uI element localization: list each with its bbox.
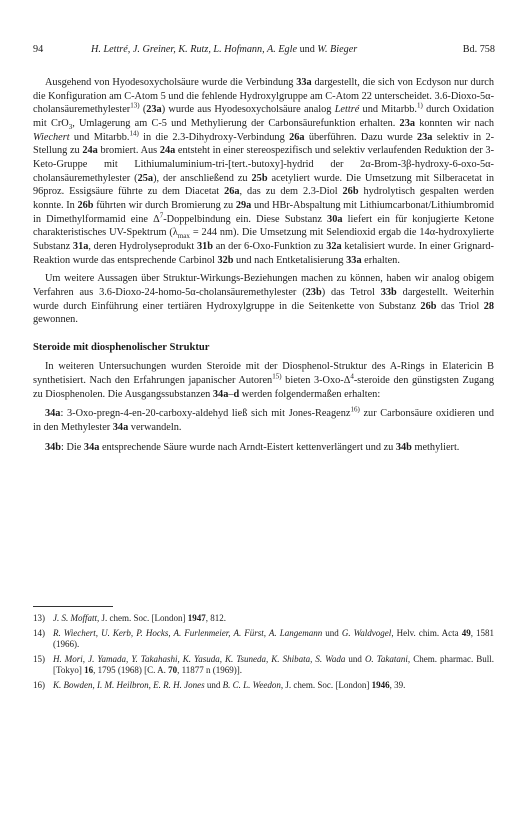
footnote-13: 13) J. S. Moffatt, J. chem. Soc. [London] 1947, 812. xyxy=(33,613,226,623)
footnote-14: 14) R. Wiechert, U. Kerb, P. Hocks, A. Furlenmeier, A. Fürst, A. Langemann und G. Waldvogel, Helv. chim. Acta 49, 1581 (1966). xyxy=(33,627,495,650)
footnote-divider xyxy=(33,606,113,607)
header-authors: H. Lettré, J. Greiner, K. Rutz, L. Hofmann, A. Egle und W. Bieger xyxy=(91,44,358,55)
footnote-15: 15) H. Mori, J. Yamada, Y. Takahashi, K. Yasuda, K. Tsuneda, K. Shibata, S. Wada und O. Takatani, Chem. pharmac. Bull. [Tokyo] 16, 1795 (1968) [C. A. 70, 11877 n (1969)]. xyxy=(33,653,495,676)
paragraph-34b: 34b: Die 34a entsprechende Säure wurde nach Arndt-Eistert kettenverlängert und zu 34b methyliert. xyxy=(45,441,460,453)
paragraph-3: In weiteren Untersuchungen wurden Steroide mit der Diosphenol-Struktur des A-Rings in Elatericin B synthetisiert. Nach den Erfahrungen japanischer Autoren$^{15)}$ bieten $3-Oxo-\Delta^4$-steroide den günstigsten Zugang zu Diosphenolen. Die Ausgangssubstanzen 34a–d werden folgendermaßen erhalten: xyxy=(33,361,495,400)
footnote-16: 16) K. Bowden, I. M. Heilbron, E. R. H. Jones und B. C. L. Weedon, J. chem. Soc. [London] 1946, 39. xyxy=(33,679,406,690)
footnotes xyxy=(33,613,494,695)
paragraph-1: Ausgehend von Hyodesoxycholsäure wurde die Verbindung 33a dargestellt, die sich von Ecdyson nur durch die Konfiguration am C-Atom 5 und die fehlende Hydroxylgruppe am C-Atom 22 unterscheidet. 3.6-Dioxo-5α-cholansäuremethylester$^{13)}$ (23a) wurde aus Hyodesoxycholsäure analog Lettré und Mitarbb.$^{1)}$ durch Oxidation mit CrO$_3$, Umlagerung am C-5 und Methylierung der Carbonsäurefunktion erhalten. 23a konnten wir nach Wiechert und Mitarbb.$^{14)}$ in die 2.3-Dihydroxy-Verbindung 26a überführen. Dazu wurde 23a selektiv in 2-Stellung zu 24a bromiert. Aus 24a entsteht in einer stereospezifisch und selektiv verlaufenden Reduktion der 3-Keto-Gruppe mit Lithiumaluminium-tri-[tert.-butoxy]-hydrid der 2α-Brom-3β-hydroxy-6-oxo-5α-cholansäuremethylester (25a), der anschließend zu 25b acetyliert wurde. Die Umsetzung mit Silberacetat in 96proz. Essigsäure führte zu dem Diacetat 26a, das zu dem 2.3-Diol 26b hydrolytisch gespalten werden konnte. In 26b führten wir durch Bromierung zu 29a und HBr-Abspaltung mit Lithiumcarbonat/Lithiumbromid in Dimethylformamid eine $\Delta^7$-Doppelbindung ein. Diese Substanz 30a liefert ein für konjugierte Ketone charakteristisches UV-Spektrum ($\lambda_{max} = 244$ nm). Die Umsetzung mit Selendioxid ergab die 14α-hydroxylierte Substanz 31a, deren Hydrolyseprodukt 31b an der 6-Oxo-Funktion zu 32a ketalisiert wurde. In einer Grignard-Reaktion wurde das entsprechende Carbinol 32b und nach Entketalisierung 33a erhalten. xyxy=(33,77,495,266)
volume-label: Bd. 758 xyxy=(462,44,495,55)
main-text xyxy=(33,76,494,454)
paragraph-2: Um weitere Aussagen über Struktur-Wirkungs-Beziehungen machen zu können, haben wir analog obigem Verfahren aus 3.6-Dioxo-24-homo-5α-cholansäuremethylester (23b) das Tetrol 33b dargestellt. Weiterhin wurde durch Einführung einer tertiären Hydroxylgruppe in die Seitenkette von Substanz 26b das Triol 28 gewonnen. xyxy=(33,273,494,326)
page-number: 94 xyxy=(33,44,44,55)
running-header xyxy=(33,44,495,58)
section-heading: Steroide mit diosphenolischer Struktur xyxy=(33,341,210,353)
paragraph-34a: 34a: 3-Oxo-pregn-4-en-20-carboxy-aldehyd ließ sich mit Jones-Reagenz$^{16)}$ zur Carbonsäure oxidieren und in den Methylester 34a verwandeln. xyxy=(33,406,495,434)
